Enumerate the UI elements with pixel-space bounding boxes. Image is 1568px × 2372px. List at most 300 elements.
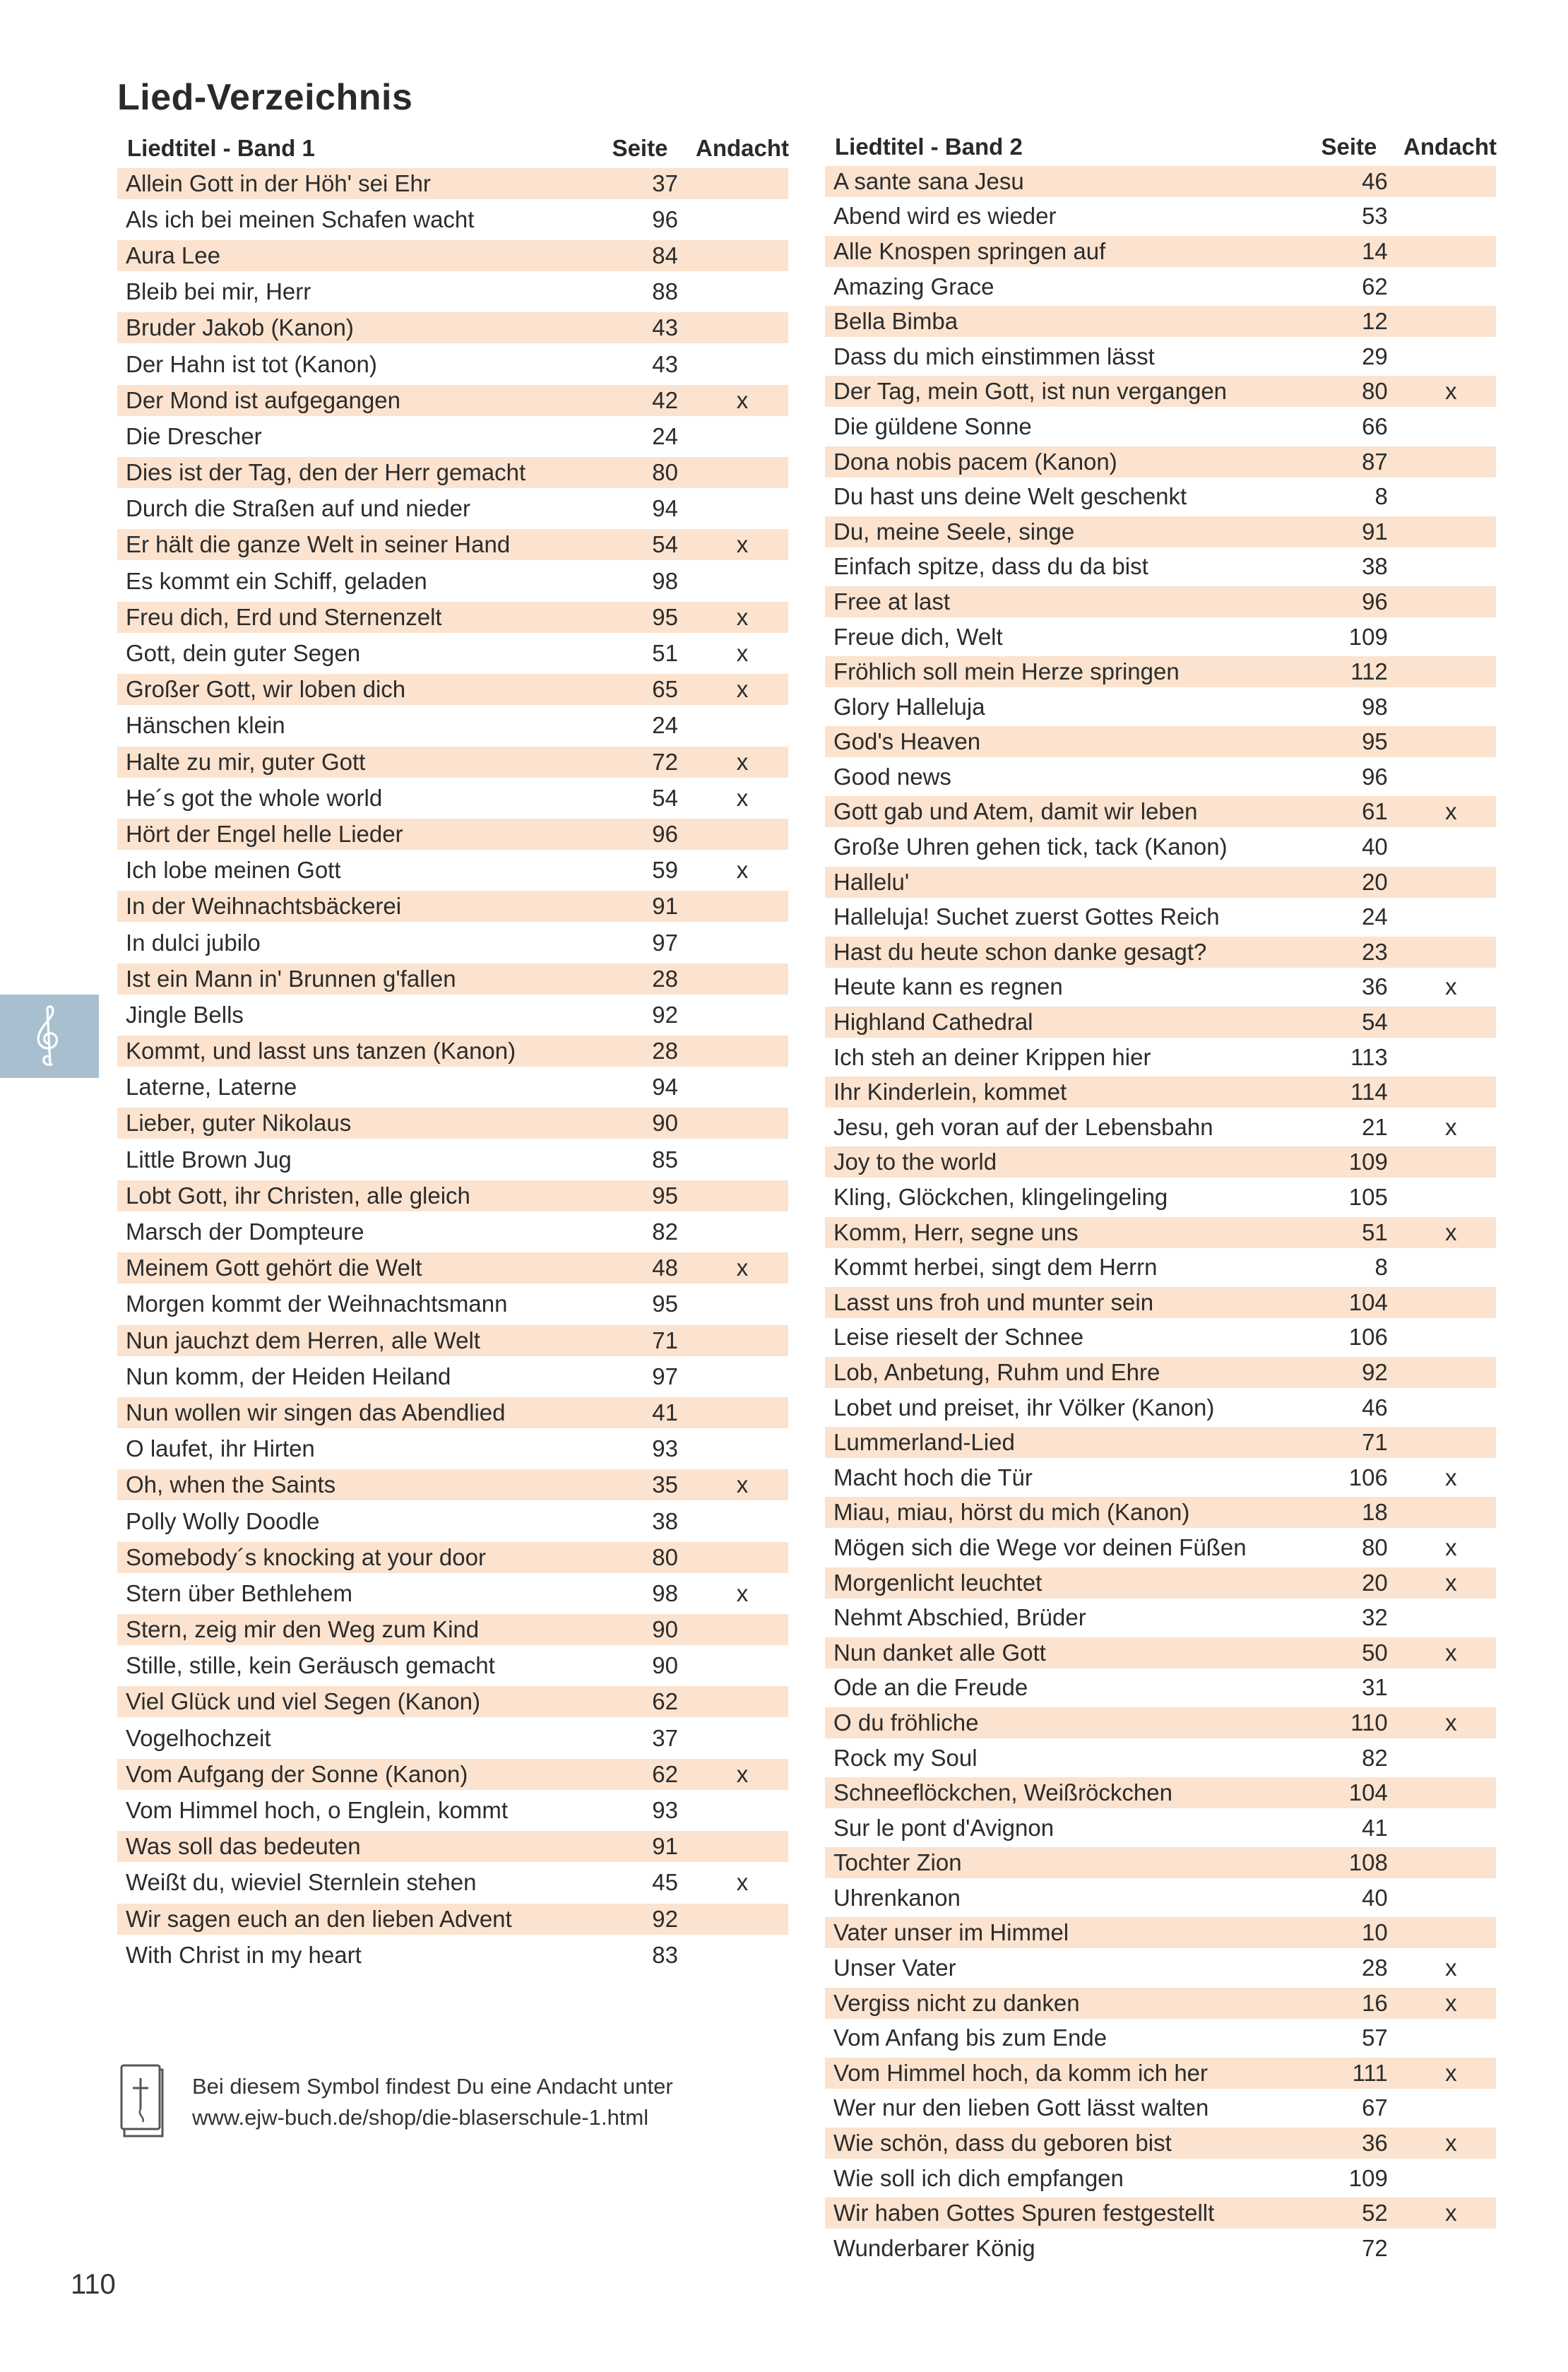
song-page: 28 [583, 963, 696, 995]
andacht-mark [1406, 1602, 1496, 1633]
andacht-mark [1406, 481, 1496, 512]
table-row [117, 1575, 788, 1611]
andacht-mark [1406, 1042, 1496, 1073]
song-title: Ich steh an deiner Krippen hier [833, 1043, 1151, 1070]
song-page: 57 [1362, 2024, 1388, 2051]
song-page: 82 [1362, 1744, 1388, 1771]
song-title: Lasst uns froh und munter sein [825, 1287, 1295, 1318]
table-row [117, 1865, 788, 1901]
band1-table-header [117, 131, 788, 165]
table-row [117, 1141, 788, 1178]
song-page: 80 [1295, 376, 1406, 407]
table-row [825, 1355, 1496, 1390]
table-row [825, 550, 1496, 585]
song-title: Viel Glück und viel Segen (Kanon) [117, 1686, 583, 1717]
table-row [117, 635, 788, 671]
song-page: 97 [652, 1363, 678, 1389]
song-title: Wunderbarer König [833, 2234, 1035, 2261]
table-row [117, 310, 788, 346]
band1-header-page: Seite [612, 135, 668, 161]
song-title: Morgenlicht leuchtet [825, 1567, 1295, 1599]
andacht-mark [696, 1072, 788, 1103]
table-row [117, 1612, 788, 1648]
table-row [117, 599, 788, 635]
song-page: 92 [1295, 1357, 1406, 1388]
song-title: Stille, stille, kein Geräusch gemacht [126, 1652, 495, 1679]
song-page: 46 [1295, 166, 1406, 197]
table-row [825, 1635, 1496, 1671]
song-page: 51 [652, 640, 678, 667]
song-page: 21 [1362, 1113, 1388, 1140]
song-page: 20 [1295, 1567, 1406, 1599]
andacht-mark [1406, 692, 1496, 723]
song-page: 71 [1295, 1427, 1406, 1458]
table-row [825, 1145, 1496, 1180]
table-row [117, 961, 788, 997]
song-title: Du, meine Seele, singe [825, 516, 1295, 547]
table-row [117, 1467, 788, 1503]
band1-table [117, 131, 788, 1973]
song-title: Macht hoch die Tür [833, 1464, 1033, 1490]
song-page: 91 [583, 1831, 696, 1862]
andacht-mark: x [1406, 2128, 1496, 2159]
band1-header-andacht: Andacht [696, 135, 789, 161]
song-title: Little Brown Jug [126, 1146, 292, 1173]
song-page: 42 [583, 385, 696, 416]
andacht-mark: x [696, 1469, 788, 1500]
song-page: 59 [652, 857, 678, 884]
song-title: Nun wollen wir singen das Abendlied [117, 1397, 583, 1428]
song-title: He´s got the whole world [126, 784, 383, 811]
andacht-mark [696, 457, 788, 488]
andacht-mark: x [736, 1579, 749, 1606]
table-row [825, 2161, 1496, 2196]
table-row [825, 409, 1496, 444]
table-row [825, 1950, 1496, 1986]
song-page: 96 [1362, 763, 1388, 790]
andacht-mark [696, 1614, 788, 1645]
song-page: 62 [1362, 273, 1388, 300]
andacht-mark: x [736, 640, 749, 667]
song-page: 106 [1348, 1324, 1388, 1351]
song-page: 95 [1295, 726, 1406, 757]
song-page: 114 [1295, 1077, 1406, 1108]
andacht-mark [696, 710, 788, 741]
song-page: 87 [1295, 446, 1406, 478]
table-row [117, 237, 788, 273]
song-title: Dies ist der Tag, den der Herr gemacht [117, 457, 583, 488]
andacht-mark [1406, 1146, 1496, 1178]
andacht-mark: x [1445, 1464, 1457, 1490]
song-page: 28 [1362, 1955, 1388, 1981]
band2-rows [825, 164, 1496, 2266]
table-row [825, 1810, 1496, 1846]
table-row [117, 1358, 788, 1394]
song-title: Marsch der Dompteure [126, 1218, 364, 1245]
band1-rows [117, 165, 788, 1973]
andacht-mark [1406, 1427, 1496, 1458]
andacht-mark [1406, 726, 1496, 757]
andacht-mark [696, 1795, 788, 1826]
song-page: 85 [652, 1146, 678, 1173]
andacht-mark [696, 1831, 788, 1862]
song-title: Er hält die ganze Welt in seiner Hand [117, 529, 583, 560]
song-page: 10 [1295, 1917, 1406, 1948]
andacht-mark: x [1406, 376, 1496, 407]
table-row [117, 1829, 788, 1865]
andacht-mark [696, 1361, 788, 1392]
table-row [117, 563, 788, 599]
table-row [117, 1394, 788, 1430]
table-row [117, 1431, 788, 1467]
song-title: Jingle Bells [126, 1001, 244, 1028]
table-row [825, 1425, 1496, 1460]
andacht-mark [696, 1506, 788, 1537]
table-row [825, 1250, 1496, 1285]
andacht-mark [696, 1000, 788, 1031]
andacht-mark: x [1406, 1988, 1496, 2019]
andacht-mark [1406, 867, 1496, 898]
song-page: 111 [1295, 2058, 1406, 2089]
song-title: Einfach spitze, dass du da bist [833, 553, 1148, 580]
table-row [825, 1495, 1496, 1531]
table-row [825, 2091, 1496, 2126]
andacht-mark [1406, 306, 1496, 337]
song-title: Als ich bei meinen Schafen wacht [126, 206, 475, 232]
treble-clef-icon [32, 1004, 67, 1069]
song-title: O laufet, ihr Hirten [126, 1435, 315, 1462]
table-row [825, 935, 1496, 970]
song-title: Stern, zeig mir den Weg zum Kind [117, 1614, 583, 1645]
song-title: Wie soll ich dich empfangen [833, 2164, 1124, 2191]
table-row [825, 199, 1496, 235]
andacht-mark [696, 493, 788, 524]
andacht-mark [696, 1180, 788, 1211]
table-row [117, 1901, 788, 1937]
table-row [825, 2231, 1496, 2266]
song-page: 88 [652, 278, 678, 305]
table-row [117, 997, 788, 1033]
song-title: Glory Halleluja [833, 693, 985, 720]
song-page: 96 [652, 206, 678, 232]
song-title: Lieber, guter Nikolaus [117, 1108, 583, 1139]
song-title: Lob, Anbetung, Ruhm und Ehre [825, 1357, 1295, 1388]
song-page: 80 [583, 1542, 696, 1573]
song-page: 90 [583, 1108, 696, 1139]
song-page: 66 [1362, 413, 1388, 439]
song-page: 24 [652, 712, 678, 739]
band2-header-page: Seite [1321, 134, 1377, 160]
andacht-mark: x [696, 385, 788, 416]
song-title: God's Heaven [825, 726, 1295, 757]
table-row [825, 654, 1496, 689]
andacht-mark [1406, 1743, 1496, 1774]
andacht-mark [1406, 2092, 1496, 2123]
andacht-mark: x [1445, 973, 1457, 1000]
song-page: 41 [1362, 1814, 1388, 1841]
table-row [825, 374, 1496, 410]
andacht-mark: x [1445, 1113, 1457, 1140]
table-row [825, 304, 1496, 339]
table-row [825, 2020, 1496, 2056]
table-row [825, 1705, 1496, 1741]
song-title: Joy to the world [825, 1146, 1295, 1178]
song-title: Weißt du, wieviel Sternlein stehen [126, 1869, 477, 1896]
andacht-mark: x [1445, 1955, 1457, 1981]
andacht-mark [696, 927, 788, 959]
song-title: Miau, miau, hörst du mich (Kanon) [825, 1497, 1295, 1528]
song-page: 16 [1295, 1988, 1406, 2019]
table-row [825, 759, 1496, 795]
song-page: 94 [652, 495, 678, 522]
song-page: 24 [1362, 903, 1388, 930]
song-page: 104 [1295, 1777, 1406, 1808]
table-row [825, 479, 1496, 514]
song-page: 83 [652, 1941, 678, 1968]
table-row [825, 1846, 1496, 1881]
andacht-mark: x [696, 529, 788, 560]
andacht-mark [696, 1904, 788, 1935]
song-title: Wir haben Gottes Spuren festgestellt [825, 2198, 1295, 2229]
song-title: Hört der Engel helle Lieder [117, 819, 583, 850]
andacht-mark [1406, 551, 1496, 582]
table-row [117, 744, 788, 780]
song-page: 96 [583, 819, 696, 850]
table-row [825, 865, 1496, 900]
song-title: Freue dich, Welt [833, 623, 1003, 650]
song-title: Vom Anfang bis zum Ende [833, 2024, 1107, 2051]
table-row [825, 899, 1496, 935]
song-page: 8 [1374, 483, 1388, 510]
song-page: 98 [652, 567, 678, 594]
song-title: Vom Himmel hoch, da komm ich her [825, 2058, 1295, 2089]
table-row [825, 1390, 1496, 1425]
song-title: Kling, Glöckchen, klingelingeling [833, 1184, 1168, 1211]
andacht-mark [1406, 1392, 1496, 1423]
andacht-mark: x [1406, 1637, 1496, 1668]
table-row [825, 1600, 1496, 1635]
andacht-mark [1406, 516, 1496, 547]
andacht-mark: x [736, 784, 749, 811]
table-row [117, 780, 788, 816]
song-page: 51 [1295, 1217, 1406, 1248]
song-title: Rock my Soul [833, 1744, 978, 1771]
andacht-mark [696, 1686, 788, 1717]
andacht-mark: x [1445, 1534, 1457, 1560]
song-title: Die Drescher [126, 422, 262, 449]
song-page: 40 [1362, 834, 1388, 860]
andacht-mark [1406, 271, 1496, 302]
song-title: Vom Aufgang der Sonne (Kanon) [117, 1759, 583, 1790]
andacht-mark [696, 1650, 788, 1681]
andacht-mark [1406, 166, 1496, 197]
song-title: Oh, when the Saints [117, 1469, 583, 1500]
song-title: Nun danket alle Gott [825, 1637, 1295, 1668]
song-page: 12 [1295, 306, 1406, 337]
song-page: 36 [1295, 2128, 1406, 2159]
song-page: 80 [583, 457, 696, 488]
song-title: Free at last [825, 586, 1295, 617]
table-row [825, 1460, 1496, 1495]
andacht-mark [1406, 831, 1496, 862]
table-row [825, 1741, 1496, 1776]
song-title: Vogelhochzeit [126, 1724, 271, 1751]
song-page: 104 [1295, 1287, 1406, 1318]
band1-header-title: Liedtitel - Band 1 [127, 135, 315, 161]
song-page: 95 [652, 1291, 678, 1317]
andacht-mark [696, 312, 788, 343]
song-title: In der Weihnachtsbäckerei [117, 891, 583, 922]
table-row [825, 339, 1496, 374]
song-page: 113 [1350, 1043, 1388, 1070]
andacht-mark [696, 1433, 788, 1464]
andacht-mark [696, 204, 788, 235]
song-title: Meinem Gott gehört die Welt [117, 1252, 583, 1283]
table-row [825, 444, 1496, 480]
song-title: Tochter Zion [825, 1847, 1295, 1878]
andacht-mark [1406, 586, 1496, 617]
andacht-mark [1406, 901, 1496, 932]
table-row [117, 816, 788, 852]
song-title: Kommt herbei, singt dem Herrn [833, 1254, 1158, 1281]
song-page: 18 [1295, 1497, 1406, 1528]
table-row [825, 269, 1496, 304]
andacht-mark [1406, 1672, 1496, 1703]
song-title: Highland Cathedral [825, 1007, 1295, 1038]
song-page: 91 [1295, 516, 1406, 547]
table-row [117, 1250, 788, 1286]
andacht-mark [696, 1288, 788, 1320]
song-page: 50 [1295, 1637, 1406, 1668]
side-tab [0, 995, 99, 1078]
note-link[interactable]: www.ejw-buch.de/shop/die-blaserschule-1.html [192, 2105, 649, 2130]
song-page: 54 [652, 784, 678, 811]
song-title: Großer Gott, wir loben dich [117, 674, 583, 705]
song-page: 45 [652, 1869, 678, 1896]
andacht-mark [1406, 446, 1496, 478]
table-row [117, 1756, 788, 1792]
song-page: 109 [1348, 2164, 1388, 2191]
song-page: 35 [583, 1469, 696, 1500]
table-row [825, 689, 1496, 725]
song-page: 38 [1362, 553, 1388, 580]
table-row [117, 201, 788, 237]
song-page: 23 [1295, 937, 1406, 968]
andacht-mark [696, 1144, 788, 1175]
song-page: 40 [1362, 1884, 1388, 1911]
andacht-mark [696, 963, 788, 995]
andacht-mark [1406, 937, 1496, 968]
andacht-mark [1406, 1077, 1496, 1108]
song-page: 84 [583, 240, 696, 271]
table-row [825, 1074, 1496, 1110]
table-row [825, 1565, 1496, 1601]
andacht-mark: x [736, 1869, 749, 1896]
song-page: 65 [583, 674, 696, 705]
table-row [825, 1110, 1496, 1145]
song-title: Nehmt Abschied, Brüder [833, 1604, 1086, 1631]
song-title: Die güldene Sonne [833, 413, 1032, 439]
andacht-mark [1406, 1917, 1496, 1948]
song-title: Good news [833, 763, 951, 790]
song-title: Uhrenkanon [833, 1884, 961, 1911]
table-row [117, 1322, 788, 1358]
table-row [117, 491, 788, 527]
song-title: Lummerland-Lied [825, 1427, 1295, 1458]
table-row [117, 527, 788, 563]
andacht-mark [696, 1397, 788, 1428]
andacht-mark: x [1406, 796, 1496, 827]
andacht-mark [1406, 1007, 1496, 1038]
andacht-mark [696, 276, 788, 307]
andacht-mark [696, 819, 788, 850]
table-row [825, 1285, 1496, 1320]
song-page: 46 [1362, 1394, 1388, 1421]
song-page: 62 [583, 1759, 696, 1790]
andacht-mark [1406, 761, 1496, 793]
table-row [825, 1916, 1496, 1951]
song-page: 80 [1362, 1534, 1388, 1560]
andacht-mark [1406, 1882, 1496, 1914]
andacht-mark [696, 1216, 788, 1247]
andacht-mark [696, 421, 788, 452]
song-title: Der Tag, mein Gott, ist nun vergangen [825, 376, 1295, 407]
andacht-mark: x [696, 602, 788, 633]
song-page: 54 [583, 529, 696, 560]
table-row [117, 1720, 788, 1756]
song-page: 96 [1295, 586, 1406, 617]
table-row [117, 672, 788, 708]
table-row [825, 1004, 1496, 1040]
song-title: Der Mond ist aufgegangen [117, 385, 583, 416]
table-row [117, 1105, 788, 1141]
andacht-mark [696, 1723, 788, 1754]
page-title: Lied-Verzeichnis [117, 77, 413, 118]
song-page: 32 [1362, 1604, 1388, 1631]
table-row [825, 1320, 1496, 1356]
song-page: 90 [652, 1652, 678, 1679]
table-row [825, 1880, 1496, 1916]
andacht-mark [1406, 1813, 1496, 1844]
song-page: 38 [652, 1507, 678, 1534]
page-number: 110 [71, 2269, 116, 2300]
table-row [825, 234, 1496, 269]
table-row [825, 1986, 1496, 2021]
andacht-mark [696, 1940, 788, 1971]
song-title: Schneeflöckchen, Weißröckchen [825, 1777, 1295, 1808]
song-title: Kommt, und lasst uns tanzen (Kanon) [117, 1036, 583, 1067]
table-row [825, 2195, 1496, 2231]
song-title: In dulci jubilo [126, 929, 261, 956]
song-title: Morgen kommt der Weihnachtsmann [126, 1291, 508, 1317]
table-row [825, 1671, 1496, 1706]
song-page: 71 [583, 1325, 696, 1356]
andacht-mark [1406, 1847, 1496, 1878]
andacht-mark: x [696, 1252, 788, 1283]
table-row [825, 1180, 1496, 1215]
song-title: Leise rieselt der Schnee [833, 1324, 1084, 1351]
song-title: Sur le pont d'Avignon [833, 1814, 1055, 1841]
song-title: A sante sana Jesu [825, 166, 1295, 197]
andacht-mark [696, 1325, 788, 1356]
song-page: 37 [652, 1724, 678, 1751]
song-page: 92 [652, 1001, 678, 1028]
song-page: 62 [583, 1686, 696, 1717]
andacht-mark: x [1406, 2198, 1496, 2229]
table-row [825, 1215, 1496, 1250]
table-row [117, 889, 788, 925]
song-page: 105 [1348, 1184, 1388, 1211]
